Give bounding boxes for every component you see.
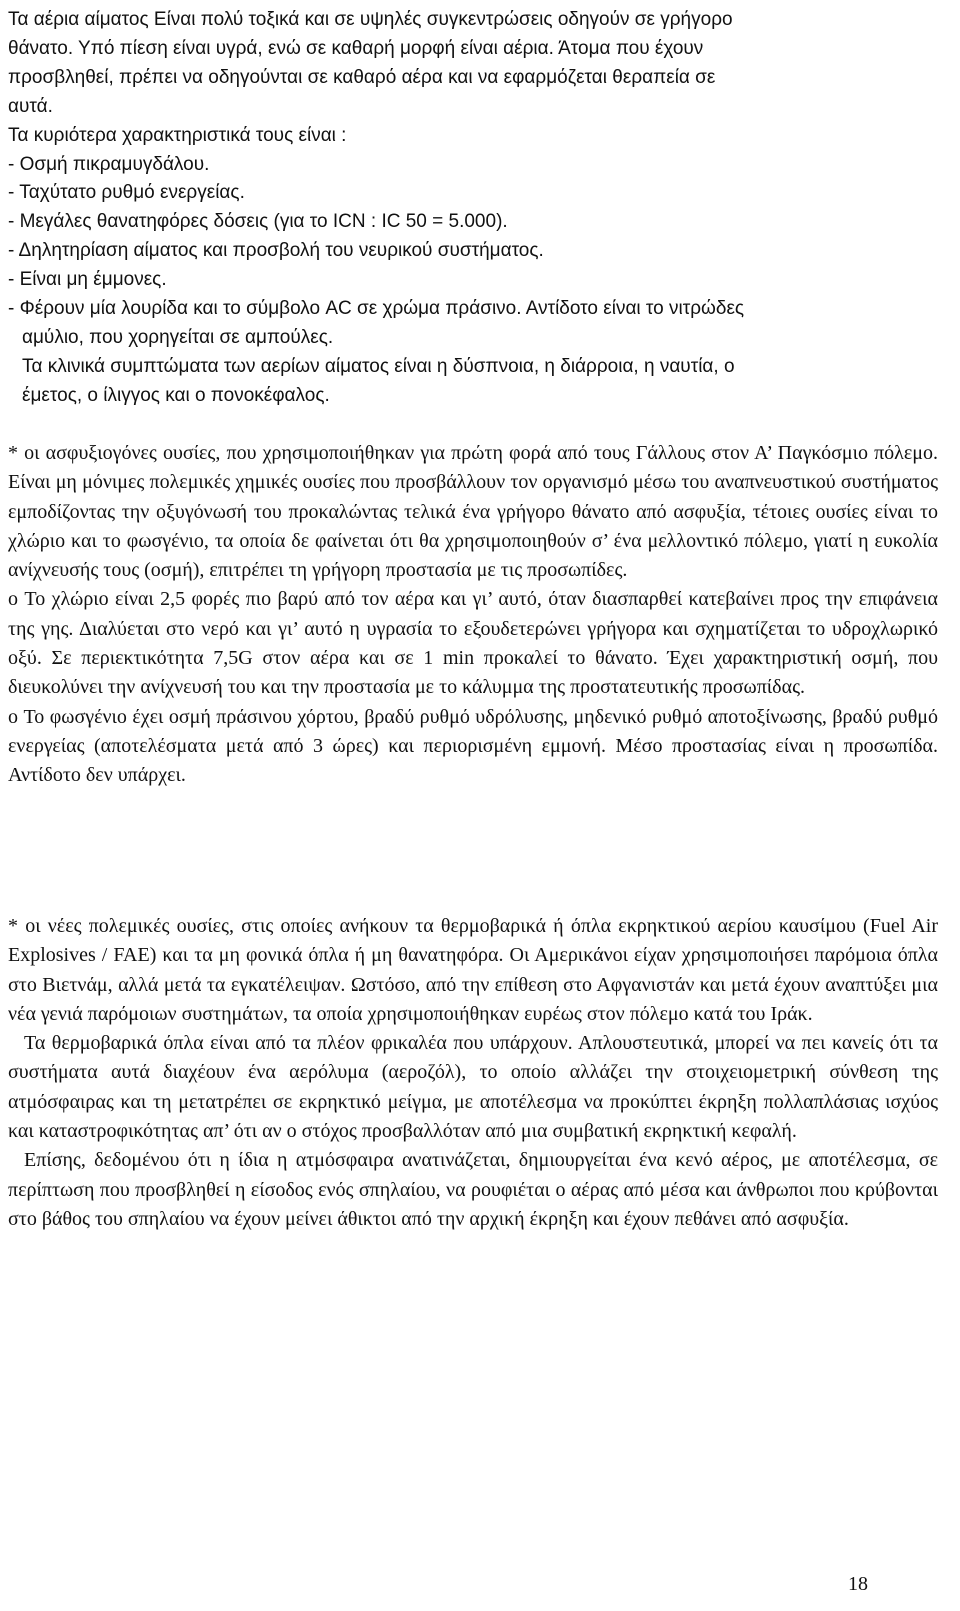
list-item: - Μεγάλες θανατηφόρες δόσεις (για το ICN : IC 50 = 5.000). bbox=[8, 211, 508, 233]
thermobaric-section bbox=[8, 912, 938, 1234]
page-number: 18 bbox=[848, 1573, 868, 1595]
list-item: - Είναι μη έμμονες. bbox=[8, 269, 167, 291]
blood-gases-section bbox=[8, 6, 938, 411]
chemical-weapons-section bbox=[8, 439, 938, 791]
characteristics-heading: Τα κυριότερα χαρακτηριστικά τους είναι : bbox=[8, 124, 347, 146]
paragraph-asphyxiants: * οι ασφυξιογόνες ουσίες, που χρησιμοποιήθηκαν για πρώτη φορά από τους Γάλλους στον Α’ Παγκόσμιο πόλεμο. Είναι μη μόνιμες πολεμικές χημικές ουσίες που προσβάλλουν τον οργανισμό μέσω του αναπνευστικού συστήματος εμποδίζοντας την οξυγόνωσή του προκαλώντας τελικά ένα γρήγορο θάνατο από ασφυξία, τέτοιες ουσίες είναι το χλώριο και το φωσγένιο, τα οποία δε φαίνεται ότι θα χρησιμοποιηθούν σ’ ένα μελλοντικό πόλεμο, γιατί η ευκολία ανίχνευσής τους (οσμή), επιτρέπει τη γρήγορη προστασία με τις προσωπίδες. bbox=[8, 442, 938, 582]
list-item: - Φέρουν μία λουρίδα και το σύμβολο AC σε χρώμα πράσινο. Αντίδοτο είναι το νιτρώδες bbox=[8, 298, 745, 320]
text-line: Τα κλινικά συμπτώματα των αερίων αίματος είναι η δύσπνοια, η διάρροια, η ναυτία, ο bbox=[22, 355, 735, 377]
text-line: προσβληθεί, πρέπει να οδηγούνται σε καθαρό αέρα και να εφαρμόζεται θεραπεία σε bbox=[8, 66, 716, 88]
list-item: - Ταχύτατο ρυθμό ενεργείας. bbox=[8, 182, 245, 204]
paragraph-vacuum-effect: Επίσης, δεδομένου ότι η ίδια η ατμόσφαιρα ανατινάζεται, δημιουργείται ένα κενό αέρος, με αποτέλεσμα, σε περίπτωση που προσβληθεί η είσοδος ενός σπηλαίου, να ρουφιέται ο αέρας από μέσα και άνθρωποι που κρύβονται στο βάθος του σπηλαίου να έχουν μείνει άθικτοι από την αρχική έκρηξη και έχουν πεθάνει από ασφυξία. bbox=[8, 1149, 938, 1230]
list-item: - Δηλητηρίαση αίματος και προσβολή του νευρικού συστήματος. bbox=[8, 240, 544, 262]
text-line: αυτά. bbox=[8, 95, 53, 117]
list-item: - Οσμή πικραμυγδάλου. bbox=[8, 153, 210, 175]
text-line: θάνατο. Υπό πίεση είναι υγρά, ενώ σε καθαρή μορφή είναι αέρια. Άτομα που έχουν bbox=[8, 37, 704, 59]
paragraph-new-agents: * οι νέες πολεμικές ουσίες, στις οποίες ανήκουν τα θερμοβαρικά ή όπλα εκρηκτικού αερίου καυσίμου (Fuel Air Explosives / FAE) και τα μη φονικά όπλα ή μη θανατηφόρα. Οι Αμερικάνοι είχαν χρησιμοποιήσει παρόμοια όπλα στο Βιετνάμ, αλλά μετά τα εγκατέλειψαν. Ωστόσο, από την επίθεση στο Αφγανιστάν και μετά έχουν αναπτύξει μια νέα γενιά παρόμοιων συστημάτων, τα οποία χρησιμοποιήθηκαν ευρέως στον πόλεμο κατά του Ιράκ. bbox=[8, 915, 938, 1025]
paragraph-phosgene: o Το φωσγένιο έχει οσμή πράσινου χόρτου, βραδύ ρυθμό υδρόλυσης, μηδενικό ρυθμό αποτοξίνωσης, βραδύ ρυθμό ενεργείας (αποτελέσματα μετά από 3 ώρες) και περιορισμένη εμμονή. Μέσο προστασίας είναι η προσωπίδα. Αντίδοτο δεν υπάρχει. bbox=[8, 705, 938, 787]
paragraph-chlorine: o Το χλώριο είναι 2,5 φορές πιο βαρύ από τον αέρα και γι’ αυτό, όταν διασπαρθεί κατεβαίνει προς την επιφάνεια της γης. Διαλύεται στο νερό και γι’ αυτό η υγρασία το εξουδετερώνει γρήγορα και σχηματίζεται το υδροχλωρικό οξύ. Σε περιεκτικότητα 7,5G στον αέρα και σε 1 min προκαλεί το θάνατο. Έχει χαρακτηριστική οσμή, που διευκολύνει την ανίχνευσή του και την προστασία με το κάλυμμα της προστατευτικής προσωπίδας. bbox=[8, 588, 938, 699]
text-line: έμετος, ο ίλιγγος και ο πονοκέφαλος. bbox=[22, 384, 330, 406]
paragraph-thermobaric-weapons: Τα θερμοβαρικά όπλα είναι από τα πλέον φρικαλέα που υπάρχουν. Απλουστευτικά, μπορεί να πει κανείς ότι τα συστήματα αυτά διαχέουν ένα αερόλυμα (αεροζόλ), το οποίο αλλάζει την στοιχειομετρική σύνθεση της ατμόσφαιρας και τη μετατρέπει σε εκρηκτικό μείγμα, με αποτέλεσμα να προκύπτει έκρηξη πολλαπλάσιας ισχύος και καταστροφικότητας απ’ ότι αν ο στόχος προσβαλλόταν από μια συμβατική εκρηκτική κεφαλή. bbox=[8, 1032, 938, 1143]
text-line: Τα αέρια αίματος Είναι πολύ τοξικά και σε υψηλές συγκεντρώσεις οδηγούν σε γρήγορο bbox=[8, 9, 733, 30]
text-line: αμύλιο, που χορηγείται σε αμπούλες. bbox=[22, 326, 334, 348]
